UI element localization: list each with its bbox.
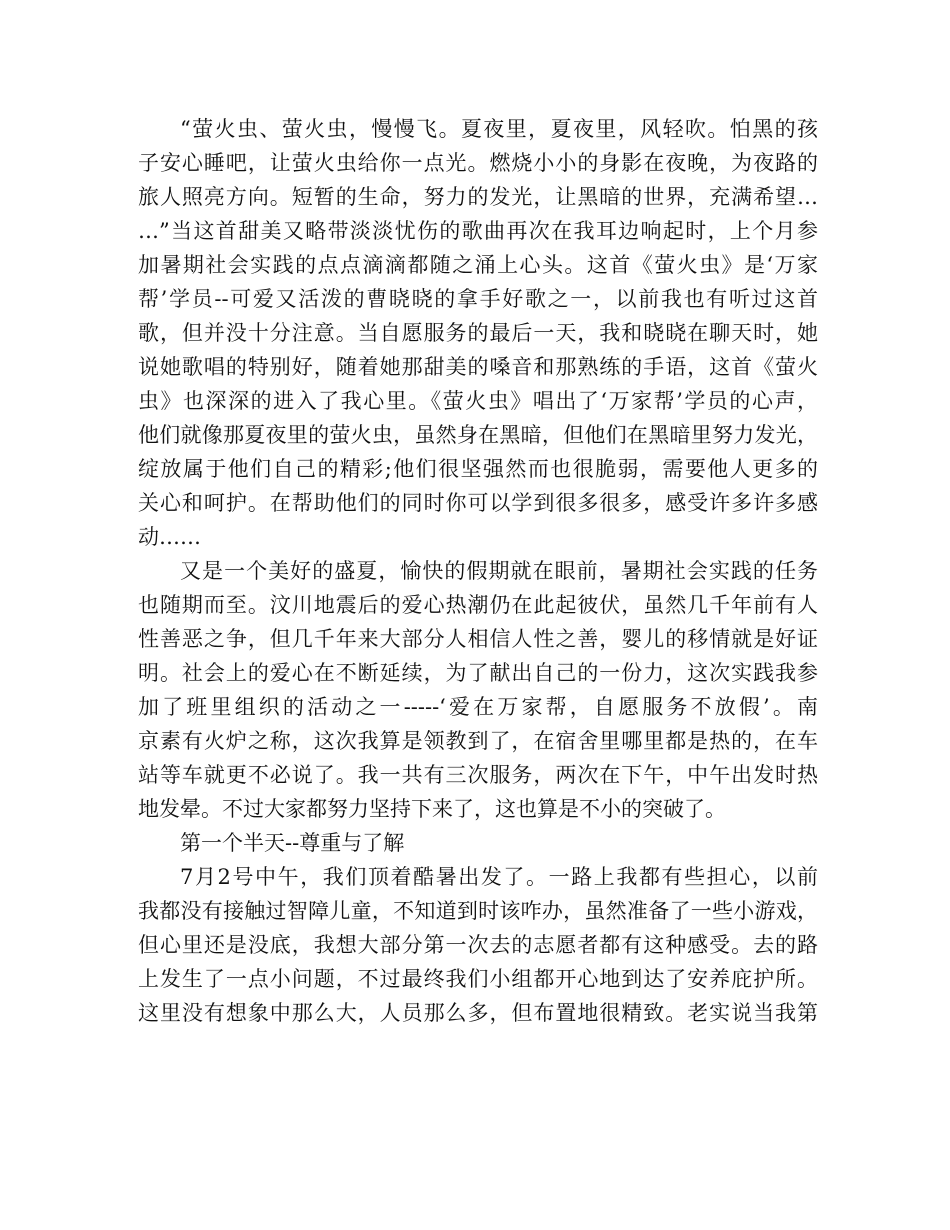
text-line: 又是一个美好的盛夏，愉快的假期就在眼前，暑期社会实践的任务 [180, 559, 818, 583]
text-line: 帮’学员--可爱又活泼的曹晓晓的拿手好歌之一，以前我也有听过这首 [138, 287, 818, 311]
text-line: 站等车就更不必说了。我一共有三次服务，两次在下午，中午出发时热 [138, 763, 818, 787]
text-line: “萤火虫、萤火虫，慢慢飞。夏夜里，夏夜里，风轻吹。怕黑的孩 [180, 117, 818, 141]
text-line: 但心里还是没底，我想大部分第一次去的志愿者都有这种感受。去的路 [138, 933, 818, 957]
text-line: 加了班里组织的活动之一-----‘爱在万家帮，自愿服务不放假’。南 [138, 695, 818, 719]
text-line: 加暑期社会实践的点点滴滴都随之涌上心头。这首《萤火虫》是‘万家 [138, 253, 818, 277]
text-line: 这里没有想象中那么大，人员那么多，但布置地很精致。老实说当我第 [138, 1001, 818, 1025]
text-line: 性善恶之争，但几千年来大部分人相信人性之善，婴儿的移情就是好证 [138, 627, 818, 651]
text-line: 明。社会上的爱心在不断延续，为了献出自己的一份力，这次实践我参 [138, 661, 818, 685]
text-line: 上发生了一点小问题，不过最终我们小组都开心地到达了安养庇护所。 [138, 967, 818, 991]
section-heading: 第一个半天--尊重与了解 [180, 831, 405, 855]
text-line: 关心和呵护。在帮助他们的同时你可以学到很多很多，感受许多许多感 [138, 491, 818, 515]
text-line: 绽放属于他们自己的精彩;他们很坚强然而也很脆弱，需要他人更多的 [138, 457, 818, 481]
document-body [138, 112, 818, 1030]
text-line: 歌，但并没十分注意。当自愿服务的最后一天，我和晓晓在聊天时，她 [138, 321, 818, 345]
text-line: 7月2号中午，我们顶着酷暑出发了。一路上我都有些担心，以前 [180, 865, 818, 889]
text-line: 京素有火炉之称，这次我算是领教到了，在宿舍里哪里都是热的，在车 [138, 729, 818, 753]
text-line: 动…… [138, 525, 201, 549]
text-line: 旅人照亮方向。短暂的生命，努力的发光，让黑暗的世界，充满希望… [138, 185, 818, 209]
text-line: 他们就像那夏夜里的萤火虫，虽然身在黑暗，但他们在黑暗里努力发光， [138, 423, 818, 447]
text-line: 虫》也深深的进入了我心里。《萤火虫》唱出了‘万家帮’学员的心声， [138, 389, 818, 413]
text-line: 我都没有接触过智障儿童，不知道到时该咋办，虽然准备了一些小游戏， [138, 899, 818, 923]
text-line: 也随期而至。汶川地震后的爱心热潮仍在此起彼伏，虽然几千年前有人 [138, 593, 818, 617]
text-line: 说她歌唱的特别好，随着她那甜美的嗓音和那熟练的手语，这首《萤火 [138, 355, 818, 379]
text-line: 子安心睡吧，让萤火虫给你一点光。燃烧小小的身影在夜晚，为夜路的 [138, 151, 818, 175]
text-line: …”当这首甜美又略带淡淡忧伤的歌曲再次在我耳边响起时，上个月参 [138, 219, 818, 243]
text-line: 地发晕。不过大家都努力坚持下来了，这也算是不小的突破了。 [138, 797, 726, 821]
